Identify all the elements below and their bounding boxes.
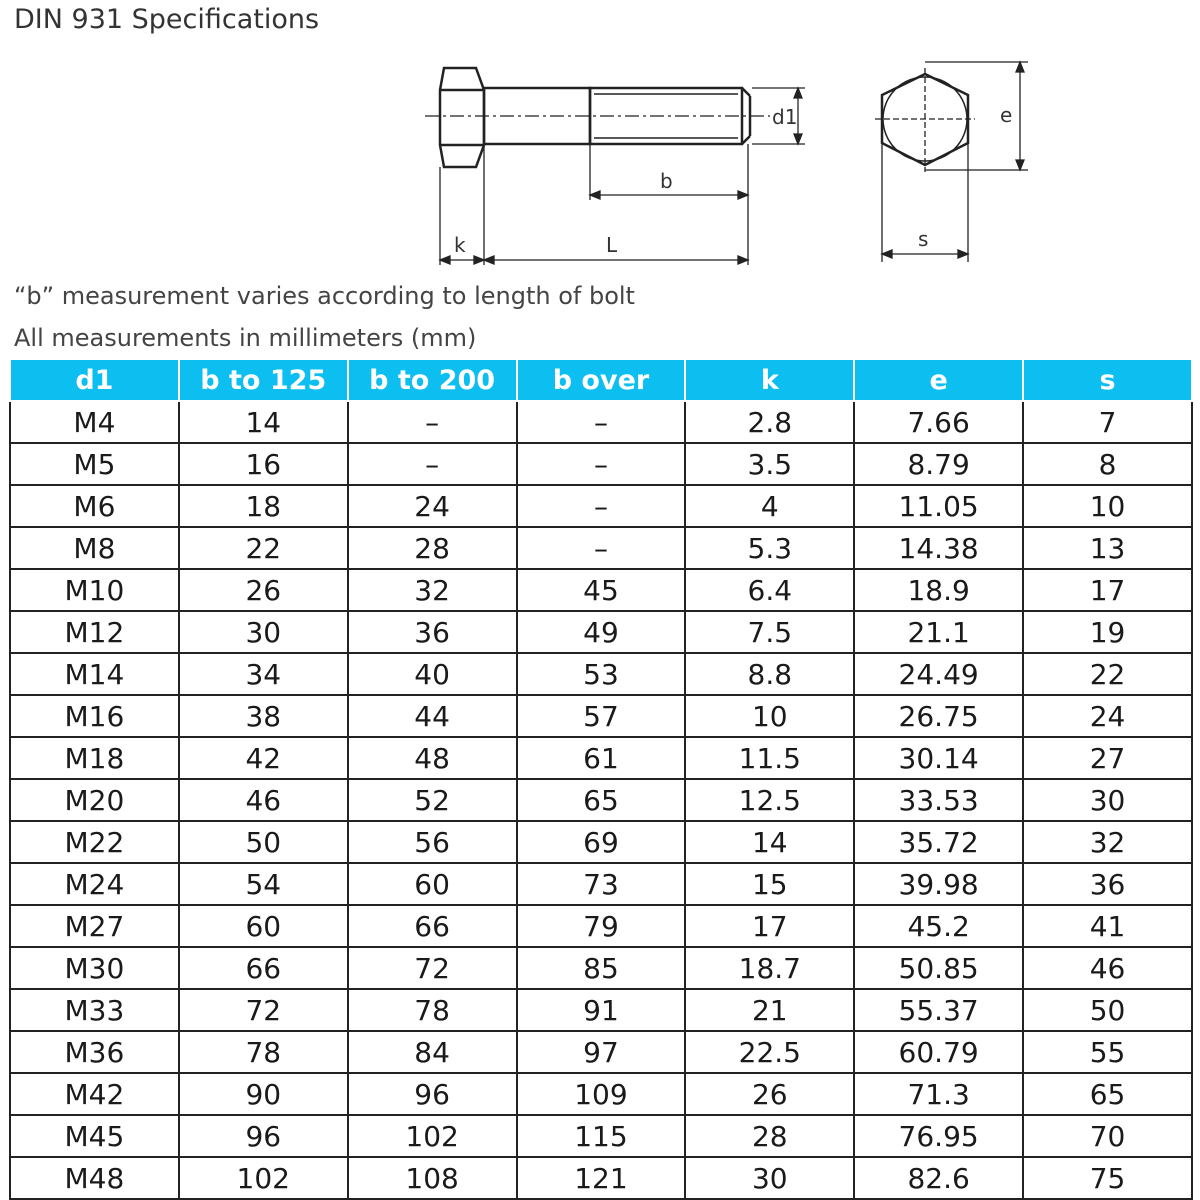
table-cell: – [517,485,686,527]
table-cell: 36 [348,611,517,653]
table-cell: 4 [685,485,854,527]
table-cell: 65 [1023,1073,1192,1115]
header-s: s [1023,359,1192,401]
table-cell: 57 [517,695,686,737]
label-e: e [1000,103,1013,127]
table-row [10,821,1192,863]
table-cell: M24 [10,863,179,905]
table-cell: 36 [1023,863,1192,905]
header-b-to-125: b to 125 [179,359,348,401]
table-cell: 11.5 [685,737,854,779]
table-cell: 96 [179,1115,348,1157]
table-cell: 19 [1023,611,1192,653]
header-e: e [854,359,1023,401]
table-cell: 70 [1023,1115,1192,1157]
dimension-e [925,62,1028,170]
table-cell: 24 [1023,695,1192,737]
table-cell: 39.98 [854,863,1023,905]
table-cell: 44 [348,695,517,737]
table-row [10,1031,1192,1073]
table-cell: 32 [348,569,517,611]
table-cell: 22 [179,527,348,569]
table-cell: M8 [10,527,179,569]
table-cell: 54 [179,863,348,905]
table-cell: 17 [685,905,854,947]
table-cell: 26 [179,569,348,611]
table-cell: 18 [179,485,348,527]
table-row [10,443,1192,485]
table-row [10,1115,1192,1157]
table-cell: M36 [10,1031,179,1073]
table-row [10,653,1192,695]
table-cell: 109 [517,1073,686,1115]
table-cell: 56 [348,821,517,863]
table-cell: 38 [179,695,348,737]
table-cell: 8.79 [854,443,1023,485]
table-cell: 22 [1023,653,1192,695]
page-title: DIN 931 Specifications [14,4,320,35]
table-cell: M33 [10,989,179,1031]
table-cell: – [517,527,686,569]
table-cell: – [348,443,517,485]
table-cell: 46 [179,779,348,821]
table-cell: 84 [348,1031,517,1073]
table-cell: 7 [1023,401,1192,443]
table-cell: 65 [517,779,686,821]
dimension-k-L [440,144,748,265]
table-cell: 30 [179,611,348,653]
table-cell: 85 [517,947,686,989]
units-note: All measurements in millimeters (mm) [14,324,477,352]
table-cell: M48 [10,1157,179,1199]
table-cell: – [517,443,686,485]
table-cell: 34 [179,653,348,695]
table-cell: 10 [685,695,854,737]
table-cell: 55.37 [854,989,1023,1031]
table-cell: 66 [348,905,517,947]
table-cell: 24 [348,485,517,527]
table-cell: 22.5 [685,1031,854,1073]
table-cell: 10 [1023,485,1192,527]
table-cell: 72 [348,947,517,989]
table-cell: M42 [10,1073,179,1115]
table-cell: 50.85 [854,947,1023,989]
table-cell: 78 [348,989,517,1031]
table-cell: 82.6 [854,1157,1023,1199]
table-cell: 79 [517,905,686,947]
table-row [10,1073,1192,1115]
table-cell: 15 [685,863,854,905]
table-cell: 12.5 [685,779,854,821]
table-cell: 16 [179,443,348,485]
table-cell: 14 [179,401,348,443]
table-cell: 8 [1023,443,1192,485]
table-cell: 13 [1023,527,1192,569]
label-s: s [918,227,929,251]
table-cell: 21.1 [854,611,1023,653]
table-cell: 102 [348,1115,517,1157]
table-cell: 30 [1023,779,1192,821]
table-cell: 115 [517,1115,686,1157]
header-b-over: b over [517,359,686,401]
table-row [10,863,1192,905]
table-cell: 49 [517,611,686,653]
table-cell: 26.75 [854,695,1023,737]
table-cell: 42 [179,737,348,779]
table-cell: M10 [10,569,179,611]
label-L: L [606,233,618,257]
table-cell: 46 [1023,947,1192,989]
table-row [10,1157,1192,1199]
table-row [10,569,1192,611]
table-cell: 108 [348,1157,517,1199]
table-cell: M45 [10,1115,179,1157]
specifications-table [9,358,1193,1200]
hex-center-lines [875,68,975,172]
header-k: k [685,359,854,401]
table-cell: 30.14 [854,737,1023,779]
table-cell: M22 [10,821,179,863]
table-cell: 75 [1023,1157,1192,1199]
table-cell: 24.49 [854,653,1023,695]
table-cell: 55 [1023,1031,1192,1073]
table-row [10,905,1192,947]
table-cell: 28 [348,527,517,569]
table-row [10,527,1192,569]
table-cell: 69 [517,821,686,863]
table-cell: 61 [517,737,686,779]
table-row [10,947,1192,989]
table-cell: 5.3 [685,527,854,569]
table-cell: 14 [685,821,854,863]
table-row [10,695,1192,737]
table-cell: 91 [517,989,686,1031]
table-cell: M20 [10,779,179,821]
table-row [10,737,1192,779]
table-cell: 40 [348,653,517,695]
header-d1: d1 [10,359,179,401]
table-cell: 78 [179,1031,348,1073]
table-cell: 26 [685,1073,854,1115]
table-cell: 76.95 [854,1115,1023,1157]
label-d1: d1 [772,105,798,129]
table-cell: 6.4 [685,569,854,611]
b-measurement-note: “b” measurement varies according to length of bolt [14,282,635,310]
table-cell: 2.8 [685,401,854,443]
table-cell: 96 [348,1073,517,1115]
table-cell: 27 [1023,737,1192,779]
table-cell: 66 [179,947,348,989]
table-cell: 72 [179,989,348,1031]
table-row [10,485,1192,527]
table-body [10,401,1192,1199]
table-cell: M4 [10,401,179,443]
table-cell: 35.72 [854,821,1023,863]
table-cell: 3.5 [685,443,854,485]
table-cell: 45.2 [854,905,1023,947]
table-row [10,989,1192,1031]
table-cell: 60.79 [854,1031,1023,1073]
table-cell: M14 [10,653,179,695]
table-cell: 18.7 [685,947,854,989]
table-cell: 71.3 [854,1073,1023,1115]
table-cell: 14.38 [854,527,1023,569]
table-cell: 18.9 [854,569,1023,611]
table-row [10,401,1192,443]
table-cell: M12 [10,611,179,653]
table-cell: 60 [179,905,348,947]
table-cell: 97 [517,1031,686,1073]
table-cell: M27 [10,905,179,947]
bolt-diagram [420,50,1040,270]
table-row [10,611,1192,653]
table-header-row [10,359,1192,401]
table-cell: – [517,401,686,443]
table-cell: 50 [1023,989,1192,1031]
bolt-side-view [440,68,750,167]
header-b-to-200: b to 200 [348,359,517,401]
table-cell: 60 [348,863,517,905]
table-cell: M16 [10,695,179,737]
table-cell: 41 [1023,905,1192,947]
label-b: b [660,169,673,193]
table-cell: 45 [517,569,686,611]
table-cell: 48 [348,737,517,779]
table-cell: 33.53 [854,779,1023,821]
table-cell: 52 [348,779,517,821]
table-cell: 7.66 [854,401,1023,443]
table-cell: 17 [1023,569,1192,611]
table-cell: 53 [517,653,686,695]
table-cell: 7.5 [685,611,854,653]
table-cell: 90 [179,1073,348,1115]
table-cell: M6 [10,485,179,527]
table-cell: 21 [685,989,854,1031]
table-cell: M5 [10,443,179,485]
table-cell: 30 [685,1157,854,1199]
table-cell: 32 [1023,821,1192,863]
table-cell: 11.05 [854,485,1023,527]
table-cell: 73 [517,863,686,905]
table-cell: 121 [517,1157,686,1199]
table-cell: 8.8 [685,653,854,695]
table-cell: M18 [10,737,179,779]
table-cell: M30 [10,947,179,989]
table-cell: 50 [179,821,348,863]
table-cell: – [348,401,517,443]
table-row [10,779,1192,821]
label-k: k [454,233,466,257]
table-cell: 28 [685,1115,854,1157]
table-cell: 102 [179,1157,348,1199]
